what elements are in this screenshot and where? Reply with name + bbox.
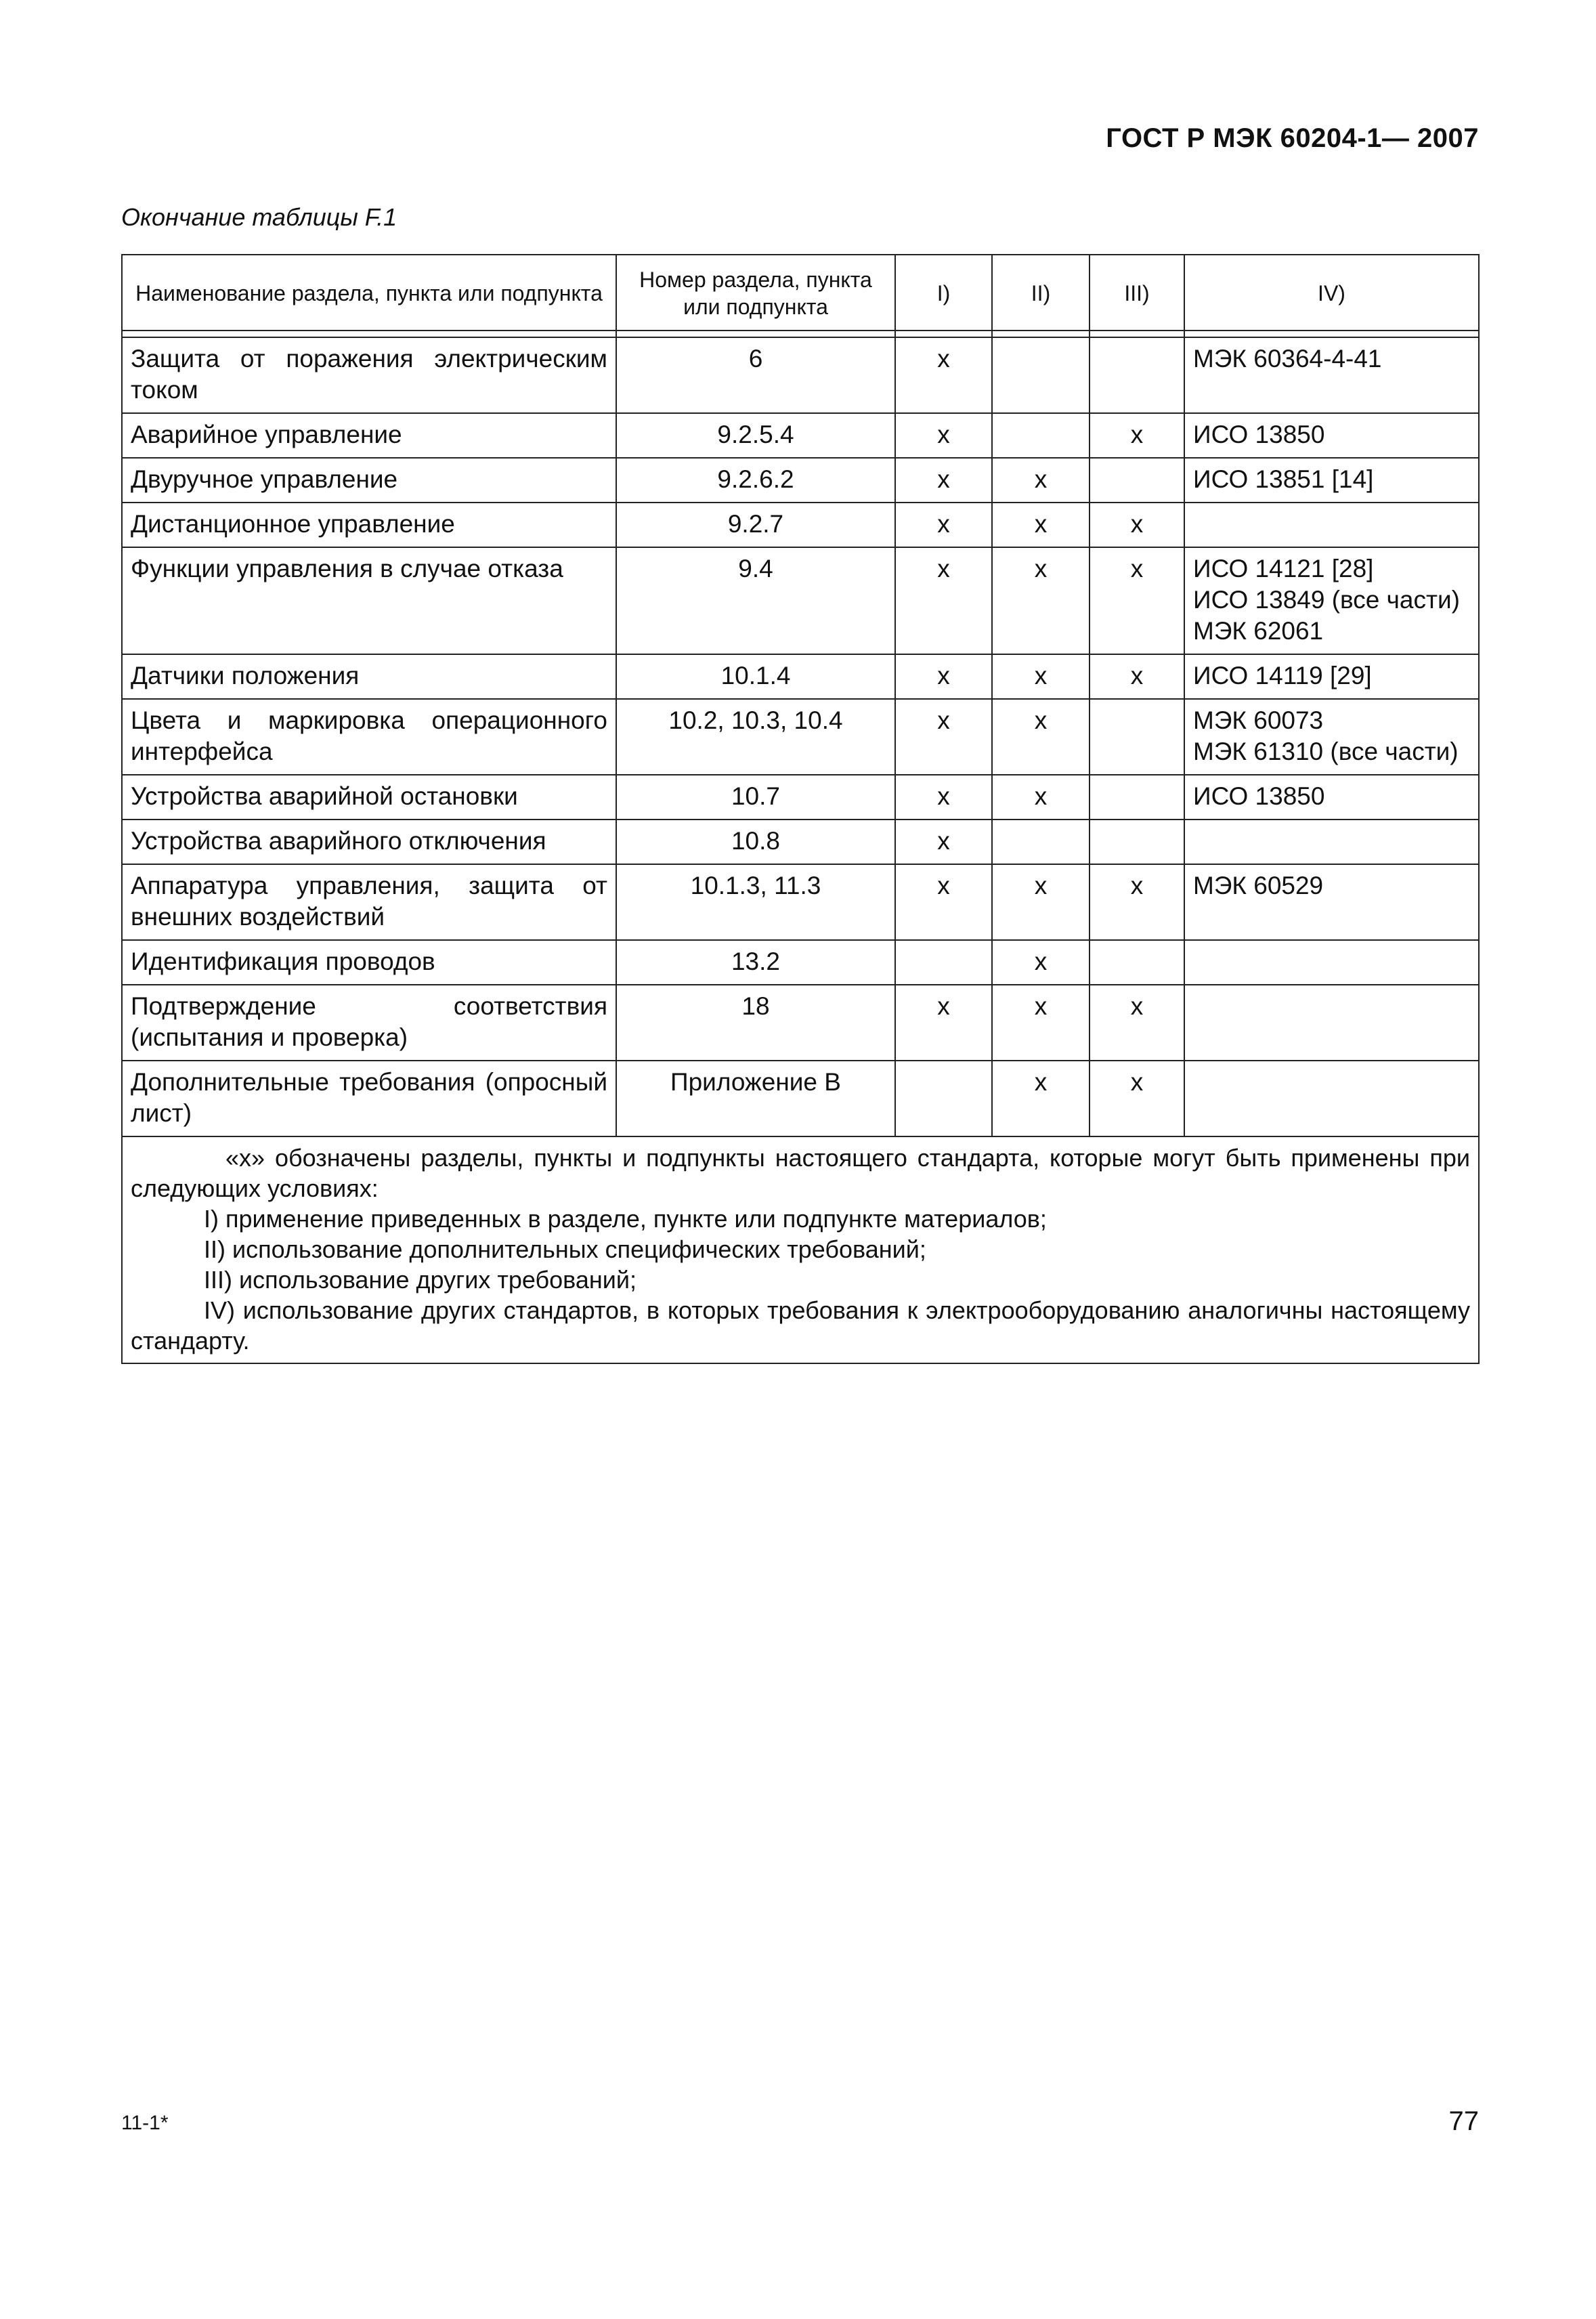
- cell-section-number: 9.2.6.2: [616, 458, 895, 503]
- cell-references: [1184, 458, 1479, 503]
- cell-section-name: Аппаратура управления, защита от внешних воздействий: [122, 864, 616, 940]
- cell-section-number: 10.1.4: [616, 654, 895, 699]
- table-row: [122, 940, 1479, 985]
- note-intro: «x» обозначены разделы, пункты и подпункты настоящего стандарта, которые могут быть применены при следующих условиях:: [131, 1144, 1470, 1202]
- cell-section-number: 9.2.7: [616, 503, 895, 547]
- table-row: [122, 503, 1479, 547]
- note-item-1: I) применение приведенных в разделе, пункте или подпункте материалов;: [204, 1205, 1047, 1233]
- cell-mark-2: x: [992, 985, 1090, 1061]
- header-col-3: III): [1090, 255, 1184, 331]
- note-item-4: IV) использование других стандартов, в которых требования к электрооборудованию аналогичны настоящему стандарту.: [131, 1296, 1470, 1355]
- notes-cell: [122, 1136, 1479, 1363]
- cell-mark-2: x: [992, 699, 1090, 775]
- reference-item: МЭК 60529: [1193, 872, 1324, 899]
- table-row: [122, 337, 1479, 413]
- cell-mark-3: [1090, 699, 1184, 775]
- cell-mark-3: x: [1090, 413, 1184, 458]
- cell-mark-2: x: [992, 547, 1090, 654]
- cell-references: [1184, 985, 1479, 1061]
- cell-section-name: Дистанционное управление: [122, 503, 616, 547]
- cell-references: [1184, 864, 1479, 940]
- cell-mark-1: x: [895, 985, 992, 1061]
- cell-references: [1184, 413, 1479, 458]
- cell-section-number: Приложение В: [616, 1061, 895, 1136]
- note-item-3: III) использование других требований;: [204, 1266, 637, 1294]
- cell-references: [1184, 337, 1479, 413]
- cell-references: [1184, 503, 1479, 547]
- table-caption: Окончание таблицы F.1: [121, 203, 397, 231]
- notes-row: [122, 1136, 1479, 1363]
- reference-item: ИСО 14119 [29]: [1193, 662, 1372, 689]
- table-row: [122, 458, 1479, 503]
- cell-mark-3: x: [1090, 547, 1184, 654]
- table-row: [122, 985, 1479, 1061]
- table-row: [122, 699, 1479, 775]
- table-row: [122, 864, 1479, 940]
- cell-mark-3: [1090, 775, 1184, 820]
- cell-section-number: 10.1.3, 11.3: [616, 864, 895, 940]
- table-row: [122, 547, 1479, 654]
- header-col-1: I): [895, 255, 992, 331]
- cell-mark-3: x: [1090, 503, 1184, 547]
- cell-references: [1184, 940, 1479, 985]
- cell-references: [1184, 547, 1479, 654]
- reference-item: МЭК 60364-4-41: [1193, 345, 1382, 373]
- header-section-number: Номер раздела, пункта или подпункта: [616, 255, 895, 331]
- cell-mark-1: x: [895, 820, 992, 864]
- standard-header: ГОСТ Р МЭК 60204-1— 2007: [1106, 123, 1479, 153]
- header-section-name: Наименование раздела, пункта или подпункта: [122, 255, 616, 331]
- cell-mark-3: x: [1090, 985, 1184, 1061]
- table-row: [122, 820, 1479, 864]
- cell-mark-1: x: [895, 503, 992, 547]
- cell-mark-1: x: [895, 337, 992, 413]
- table-body: [122, 337, 1479, 1136]
- cell-mark-3: x: [1090, 1061, 1184, 1136]
- cell-mark-2: x: [992, 940, 1090, 985]
- cell-section-number: 10.2, 10.3, 10.4: [616, 699, 895, 775]
- cell-section-number: 13.2: [616, 940, 895, 985]
- reference-item: ИСО 13849 (все части): [1193, 586, 1460, 614]
- cell-section-number: 9.2.5.4: [616, 413, 895, 458]
- cell-mark-2: x: [992, 654, 1090, 699]
- cell-mark-2: x: [992, 458, 1090, 503]
- cell-section-number: 10.7: [616, 775, 895, 820]
- cell-references: [1184, 699, 1479, 775]
- reference-item: ИСО 13850: [1193, 782, 1325, 810]
- header-col-4: IV): [1184, 255, 1479, 331]
- cell-mark-1: x: [895, 775, 992, 820]
- note-item-2: II) использование дополнительных специфических требований;: [204, 1235, 926, 1263]
- cell-mark-2: x: [992, 864, 1090, 940]
- cell-section-name: Цвета и маркировка операционного интерфейса: [122, 699, 616, 775]
- cell-mark-1: x: [895, 654, 992, 699]
- table-row: [122, 413, 1479, 458]
- cell-section-name: Устройства аварийной остановки: [122, 775, 616, 820]
- cell-section-name: Устройства аварийного отключения: [122, 820, 616, 864]
- cell-section-name: Защита от поражения электрическим током: [122, 337, 616, 413]
- cell-references: [1184, 775, 1479, 820]
- cell-section-name: Дополнительные требования (опросный лист): [122, 1061, 616, 1136]
- reference-item: ИСО 13851 [14]: [1193, 465, 1374, 493]
- cell-references: [1184, 1061, 1479, 1136]
- cell-mark-2: x: [992, 1061, 1090, 1136]
- footer-print-mark: 11-1*: [121, 2112, 169, 2134]
- cell-section-name: Двуручное управление: [122, 458, 616, 503]
- cell-section-name: Идентификация проводов: [122, 940, 616, 985]
- reference-item: ИСО 13850: [1193, 421, 1325, 448]
- cell-mark-3: [1090, 820, 1184, 864]
- cell-mark-1: x: [895, 458, 992, 503]
- cell-section-name: Функции управления в случае отказа: [122, 547, 616, 654]
- reference-item: МЭК 61310 (все части): [1193, 738, 1459, 765]
- reference-item: МЭК 60073: [1193, 706, 1324, 734]
- table-row: [122, 654, 1479, 699]
- reference-item: ИСО 14121 [28]: [1193, 555, 1374, 582]
- reference-item: МЭК 62061: [1193, 617, 1324, 645]
- page-number: 77: [1448, 2106, 1479, 2136]
- cell-section-name: Датчики положения: [122, 654, 616, 699]
- cell-mark-2: x: [992, 775, 1090, 820]
- cell-mark-3: [1090, 940, 1184, 985]
- cell-section-name: Аварийное управление: [122, 413, 616, 458]
- header-col-2: II): [992, 255, 1090, 331]
- cell-mark-3: [1090, 337, 1184, 413]
- cell-mark-3: x: [1090, 654, 1184, 699]
- header-separator: [122, 331, 1479, 337]
- cell-mark-1: x: [895, 413, 992, 458]
- cell-section-number: 10.8: [616, 820, 895, 864]
- cell-section-number: 9.4: [616, 547, 895, 654]
- cell-mark-3: x: [1090, 864, 1184, 940]
- table-header-row: [122, 255, 1479, 331]
- cell-section-name: Подтверждение соответствия (испытания и проверка): [122, 985, 616, 1061]
- cell-mark-1: [895, 1061, 992, 1136]
- cell-section-number: 18: [616, 985, 895, 1061]
- cell-mark-2: x: [992, 503, 1090, 547]
- cell-section-number: 6: [616, 337, 895, 413]
- cell-mark-1: x: [895, 864, 992, 940]
- cell-references: [1184, 654, 1479, 699]
- cell-mark-1: [895, 940, 992, 985]
- cell-references: [1184, 820, 1479, 864]
- cell-mark-3: [1090, 458, 1184, 503]
- cell-mark-1: x: [895, 699, 992, 775]
- cell-mark-2: [992, 413, 1090, 458]
- cell-mark-2: [992, 337, 1090, 413]
- table-f1: [121, 254, 1480, 1364]
- cell-mark-1: x: [895, 547, 992, 654]
- table-row: [122, 775, 1479, 820]
- table-row: [122, 1061, 1479, 1136]
- cell-mark-2: [992, 820, 1090, 864]
